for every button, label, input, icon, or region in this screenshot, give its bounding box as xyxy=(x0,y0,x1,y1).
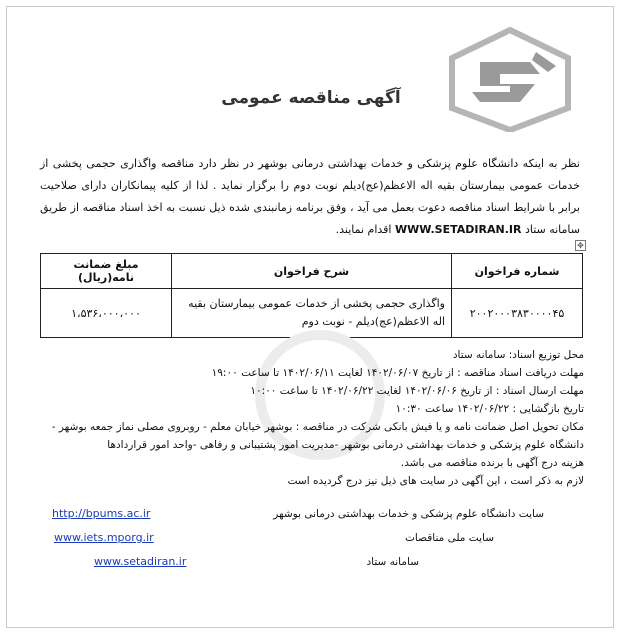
tender-description: واگذاری حجمی پخشی از خدمات عمومی بیمارستان بقیه اله الاعظم(عج)دیلم - نوبت دوم xyxy=(172,289,452,338)
tender-table xyxy=(40,253,583,338)
intro-url[interactable]: WWW.SETADIRAN.IR xyxy=(395,223,522,236)
list-item xyxy=(40,504,584,524)
site-link-iets[interactable]: www.iets.mporg.ir xyxy=(54,531,154,544)
opening-date: تاریخ بازگشایی : ۱۴۰۲/۰۶/۲۲ ساعت ۱۰:۳۰ xyxy=(395,403,584,415)
site-label: سایت ملی مناقصات xyxy=(405,532,494,544)
header-description: شرح فراخوان xyxy=(172,254,452,289)
list-item xyxy=(40,528,584,548)
header-amount: مبلغ ضمانت نامه(ریال) xyxy=(41,254,172,289)
table-row xyxy=(41,289,583,338)
intro-paragraph xyxy=(40,153,580,241)
page-title: آگهی مناقصه عمومی xyxy=(221,88,401,108)
site-label: سایت دانشگاه علوم پزشکی و خدمات بهداشتی درمانی بوشهر xyxy=(273,508,544,520)
site-label: سامانه ستاد xyxy=(366,556,419,568)
intro-text: نظر به اینکه دانشگاه علوم پزشکی و خدمات بهداشتی درمانی بوشهر در نظر دارد مناقصه واگذاری حجمی پخشی از خدمات عمومی بیمارستان بقیه اله الاعظم(عج)دیلم نوبت دوم را برگزار نماید . لذا از کلیه پیمانکاران دارای صلاحیت برابر با شرایط اسناد مناقصه دعوت بعمل می آید ، وفق برنامه زمانبندی شده ذیل نسبت به اخذ اسناد مناقصه از طریق سامانه ستاد xyxy=(40,157,580,236)
header-number: شماره فراخوان xyxy=(452,254,583,289)
table-header-row xyxy=(41,254,583,289)
site-link-setadiran[interactable]: www.setadiran.ir xyxy=(94,555,187,568)
sites-intro: لازم به ذکر است ، این آگهی در سایت های ذیل نیز درج گردیده است xyxy=(287,475,584,487)
list-item xyxy=(40,552,584,572)
setadiran-logo-icon xyxy=(440,22,580,132)
tender-number: ۲۰۰۲۰۰۰۳۸۳۰۰۰۰۴۵ xyxy=(452,289,583,338)
guarantee-amount: ۱،۵۳۶،۰۰۰،۰۰۰ xyxy=(41,289,172,338)
details-section xyxy=(40,346,584,490)
intro-suffix: اقدام نمایند. xyxy=(335,223,392,236)
ad-cost-note: هزینه درج آگهی با برنده مناقصه می باشد. xyxy=(400,457,584,469)
document-receive-deadline: مهلت دریافت اسناد مناقصه : از تاریخ ۱۴۰۲/۰۶/۰۷ لغایت ۱۴۰۲/۰۶/۱۱ تا ساعت ۱۹:۰۰ xyxy=(211,367,584,379)
move-handle-icon[interactable]: ✥ xyxy=(575,240,586,251)
distribution-place: محل توزیع اسناد: سامانه ستاد xyxy=(452,349,584,361)
site-link-bpums[interactable]: http://bpums.ac.ir xyxy=(52,507,151,520)
document-submit-deadline: مهلت ارسال اسناد : از تاریخ ۱۴۰۲/۰۶/۰۶ لغایت ۱۴۰۲/۰۶/۲۲ تا ساعت ۱۰:۰۰ xyxy=(250,385,584,397)
delivery-location: مکان تحویل اصل ضمانت نامه و یا فیش بانکی شرکت در مناقصه : بوشهر خیابان معلم - روبروی مصلی نماز جمعه بوشهر - دانشگاه علوم پزشکی و خدمات بهداشتی درمانی بوشهر -مدیریت امور پشتیبانی و رفاهی -واحد امور قراردادها xyxy=(51,421,584,451)
sites-list xyxy=(40,504,584,574)
